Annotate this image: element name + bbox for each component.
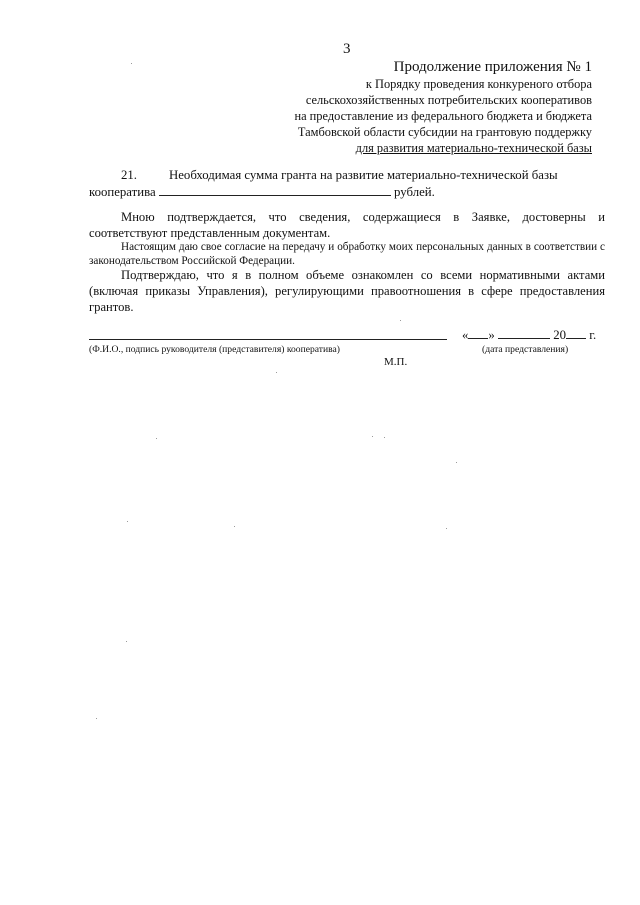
header-line: сельскохозяйственных потребительских кооперативов	[305, 93, 592, 107]
item-21	[89, 167, 609, 201]
signature-caption: (Ф.И.О., подпись руководителя (представителя) кооператива)	[89, 344, 340, 355]
item-text: Необходимая сумма гранта на развитие материально-технической базы	[169, 168, 558, 182]
date-caption: (дата представления)	[482, 344, 569, 355]
scan-speck	[456, 462, 457, 463]
date-close-quote: »	[488, 328, 495, 342]
consent-text: Настоящим даю свое согласие на передачу и обработку моих персональных данных в соответствии с законодательством Российской Федерации.	[89, 241, 605, 267]
header-line: для развития материально-технической базы	[355, 141, 592, 155]
acknowledgement-text: Подтверждаю, что я в полном объеме ознакомлен со всеми нормативными актами (включая приказы Управления), регулирующими правоотношения в сфере предоставления грантов.	[89, 268, 605, 314]
scan-speck	[400, 320, 401, 321]
scan-speck	[96, 718, 97, 719]
item-suffix: рублей.	[394, 185, 435, 199]
month-field[interactable]	[498, 327, 550, 339]
year-field[interactable]	[566, 327, 586, 339]
scan-speck	[446, 528, 447, 529]
scan-speck	[372, 436, 373, 437]
scan-speck	[127, 521, 128, 522]
date-field	[462, 327, 596, 343]
appendix-title: Продолжение приложения № 1	[393, 59, 592, 75]
day-field[interactable]	[468, 327, 488, 339]
page-number: 3	[343, 41, 351, 57]
scan-speck	[234, 526, 235, 527]
scan-speck	[131, 63, 132, 64]
scan-speck	[126, 641, 127, 642]
appendix-header	[212, 58, 592, 156]
date-suffix: г.	[589, 328, 597, 342]
scan-speck	[156, 438, 157, 439]
seal-mark: М.П.	[384, 356, 408, 368]
header-line: Тамбовской области субсидии на грантовую поддержку	[297, 125, 592, 139]
confirmation-paragraph	[89, 209, 605, 241]
date-open-quote: «	[462, 328, 469, 342]
header-line: к Порядку проведения конкуреного отбора	[365, 77, 592, 91]
scan-speck	[276, 372, 277, 373]
header-line: на предоставление из федерального бюджета и бюджета	[294, 109, 592, 123]
confirmation-text: Мною подтверждается, что сведения, содержащиеся в Заявке, достоверны и соответствуют представленным документам.	[89, 210, 605, 240]
grant-amount-field[interactable]	[159, 184, 391, 196]
signature-field[interactable]	[89, 339, 447, 340]
date-year-prefix: 20	[553, 328, 567, 342]
item-number: 21.	[121, 168, 137, 182]
consent-paragraph	[89, 240, 605, 268]
acknowledgement-paragraph	[89, 267, 605, 315]
scan-speck	[384, 437, 385, 438]
item-prefix: кооператива	[89, 185, 156, 199]
